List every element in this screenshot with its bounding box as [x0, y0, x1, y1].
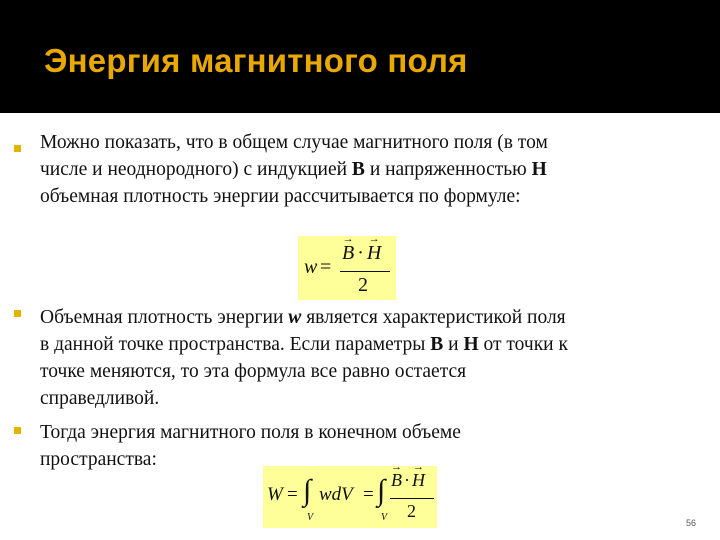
- formula-equals: =: [320, 256, 332, 278]
- formula-symbol-b: B: [391, 470, 402, 490]
- fraction-bar: [390, 498, 434, 499]
- bullet-marker: [14, 145, 21, 152]
- formula-lhs: W: [267, 484, 283, 505]
- formula-numerator: [391, 461, 425, 491]
- paragraph-2: [40, 304, 700, 412]
- text-run: числе и неоднородного) с индукцией: [40, 159, 352, 180]
- paragraph-3: [40, 419, 700, 473]
- formula-dot: ·: [357, 242, 364, 264]
- vector-arrow-icon: →: [413, 461, 424, 473]
- text-run: и: [443, 334, 464, 355]
- symbol-b: B: [430, 334, 444, 355]
- text-run: от точки к: [478, 334, 568, 355]
- paragraph-line: Тогда энергия магнитного поля в конечном объеме: [40, 422, 461, 443]
- bullet-marker: [14, 427, 21, 434]
- text-run: в данной точке пространства. Если параметры: [40, 334, 431, 355]
- text-run: Объемная плотность энергии: [40, 307, 289, 328]
- text-run: является характеристикой поля: [301, 307, 566, 328]
- symbol-h: H: [463, 334, 479, 355]
- integral-sign-icon: ∫: [377, 474, 386, 507]
- formula-numerator: [342, 233, 382, 265]
- integral-subscript: V: [307, 512, 314, 523]
- paragraph-1: [40, 129, 700, 210]
- formula-lhs: w: [304, 256, 318, 278]
- formula-integrand: wdV: [319, 484, 353, 505]
- paragraph-line: [40, 331, 700, 358]
- integral-sign-icon: ∫: [303, 474, 312, 507]
- page-number: 56: [686, 518, 697, 528]
- formula-equals: =: [363, 484, 374, 505]
- formula-dot: ·: [404, 470, 410, 490]
- integral-subscript: V: [381, 512, 388, 523]
- vector-arrow-icon: →: [342, 233, 354, 245]
- vector-arrow-icon: →: [391, 461, 402, 473]
- title-bar: [0, 0, 720, 113]
- symbol-w: w: [288, 307, 302, 328]
- formula-symbol-h: H: [366, 242, 382, 264]
- paragraph-line: Можно показать, что в общем случае магнитного поля (в том: [40, 132, 548, 153]
- text-run: и напряженностью: [364, 159, 532, 180]
- symbol-h: H: [531, 159, 547, 180]
- paragraph-line: точке меняются, то эта формула все равно остается: [40, 361, 467, 382]
- vector-arrow-icon: →: [368, 233, 380, 245]
- symbol-b: B: [351, 159, 365, 180]
- formula-energy-density: [298, 233, 396, 300]
- formula-symbol-b: B: [342, 242, 355, 264]
- bullet-marker: [14, 310, 21, 317]
- paragraph-line: [40, 156, 700, 183]
- fraction-bar: [340, 271, 390, 272]
- paragraph-line: [40, 304, 700, 331]
- formula-denominator: 2: [358, 274, 368, 296]
- formula-symbol-h: H: [412, 470, 425, 490]
- paragraph-line: справедливой.: [40, 388, 160, 409]
- paragraph-line: пространства:: [40, 449, 157, 470]
- paragraph-line: объемная плотность энергии рассчитывается по формуле:: [40, 186, 521, 207]
- formula-total-energy: [263, 461, 437, 528]
- formula-equals: =: [287, 484, 298, 505]
- slide-title: Энергия магнитного поля: [44, 42, 468, 79]
- formula-denominator: 2: [407, 501, 416, 521]
